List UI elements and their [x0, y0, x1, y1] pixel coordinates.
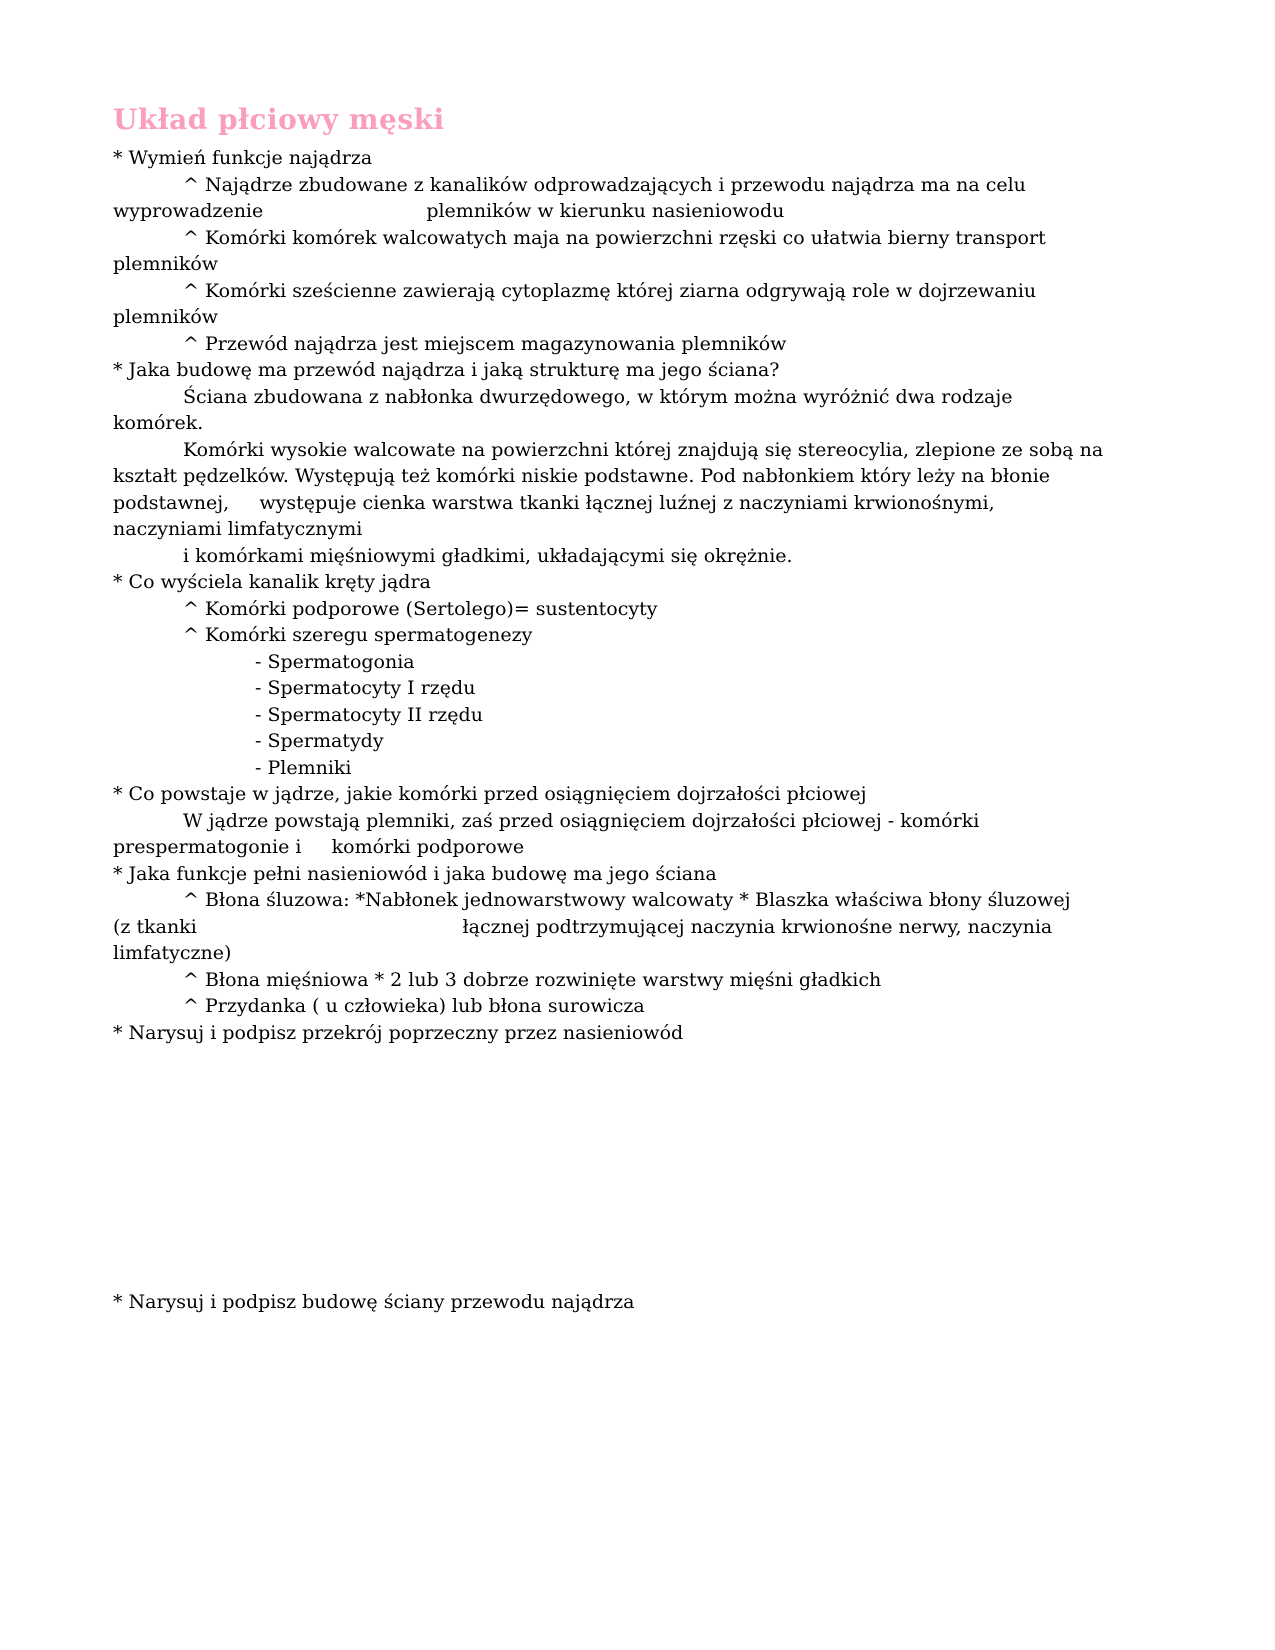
drawing-space — [113, 1046, 1175, 1289]
text-line: - Spermatydy — [255, 730, 384, 752]
text-line: Ściana zbudowana z nabłonka dwurzędowego, w którym można wyróżnić dwa rodzaje — [183, 385, 1013, 408]
text-line: * Narysuj i podpisz przekrój poprzeczny przez nasieniowód — [113, 1021, 684, 1044]
text-line: ^ Przewód najądrza jest miejscem magazynowania plemników — [183, 332, 787, 355]
text-line: * Wymień funkcje najądrza — [113, 147, 373, 169]
text-line: komórek. — [113, 412, 204, 434]
text-line: ^ Komórki podporowe (Sertolego)= sustentocyty — [183, 597, 658, 620]
text-line: ^ Komórki szeregu spermatogenezy — [183, 624, 533, 646]
text-line: wyprowadzenie plemników w kierunku nasieniowodu — [113, 200, 785, 222]
text-line: - Spermatocyty II rzędu — [255, 703, 483, 726]
text-line: - Spermatocyty I rzędu — [255, 677, 476, 699]
text-line: ^ Komórki komórek walcowatych maja na powierzchni rzęski co ułatwia bierny transport — [183, 226, 1046, 249]
text-line: * Co powstaje w jądrze, jakie komórki przed osiągnięciem dojrzałości płciowej — [113, 783, 867, 805]
text-line: ^ Błona śluzowa: *Nabłonek jednowarstwowy walcowaty * Blaszka właściwa błony śluzowej — [183, 889, 1071, 911]
text-line: naczyniami limfatycznymi — [113, 518, 363, 540]
text-line: * Jaka funkcje pełni nasieniowód i jaka budowę ma jego ściana — [113, 862, 717, 885]
text-line: * Co wyściela kanalik kręty jądra — [113, 571, 431, 593]
text-line: W jądrze powstają plemniki, zaś przed osiągnięciem dojrzałości płciowej - komórki — [183, 809, 980, 832]
text-line: podstawnej, występuje cienka warstwa tkanki łącznej luźnej z naczyniami krwionośnymi, — [113, 491, 995, 514]
text-line: ^ Przydanka ( u człowieka) lub błona surowicza — [183, 995, 645, 1017]
text-line: - Spermatogonia — [255, 650, 415, 673]
text-line: (z tkanki łącznej podtrzymującej naczynia krwionośne nerwy, naczynia — [113, 915, 1053, 938]
text-line: * Jaka budowę ma przewód najądrza i jaką strukturę ma jego ściana? — [113, 359, 780, 381]
text-line: plemników — [113, 253, 219, 275]
text-line: ^ Błona mięśniowa * 2 lub 3 dobrze rozwinięte warstwy mięśni gładkich — [183, 968, 882, 991]
text-line: prespermatogonie i komórki podporowe — [113, 836, 525, 858]
text-line: * Narysuj i podpisz budowę ściany przewodu najądrza — [113, 1291, 635, 1313]
text-line: - Plemniki — [255, 756, 352, 779]
text-line: Komórki wysokie walcowate na powierzchni której znajdują się stereocylia, zlepione ze sobą na — [183, 438, 1104, 461]
text-line: plemników — [113, 306, 219, 328]
document-lines — [113, 145, 1175, 1316]
text-line: ^ Komórki sześcienne zawierają cytoplazmę której ziarna odgrywają role w dojrzewaniu — [183, 279, 1037, 302]
text-line: ^ Najądrze zbudowane z kanalików odprowadzających i przewodu najądrza ma na celu — [183, 173, 1026, 196]
page-title: Układ płciowy męski — [113, 103, 445, 136]
text-line: kształt pędzelków. Występują też komórki niskie podstawne. Pod nabłonkiem który leży na błonie — [113, 465, 1051, 487]
text-line: i komórkami mięśniowymi gładkimi, układającymi się okrężnie. — [183, 544, 793, 567]
text-line: limfatyczne) — [113, 942, 232, 964]
